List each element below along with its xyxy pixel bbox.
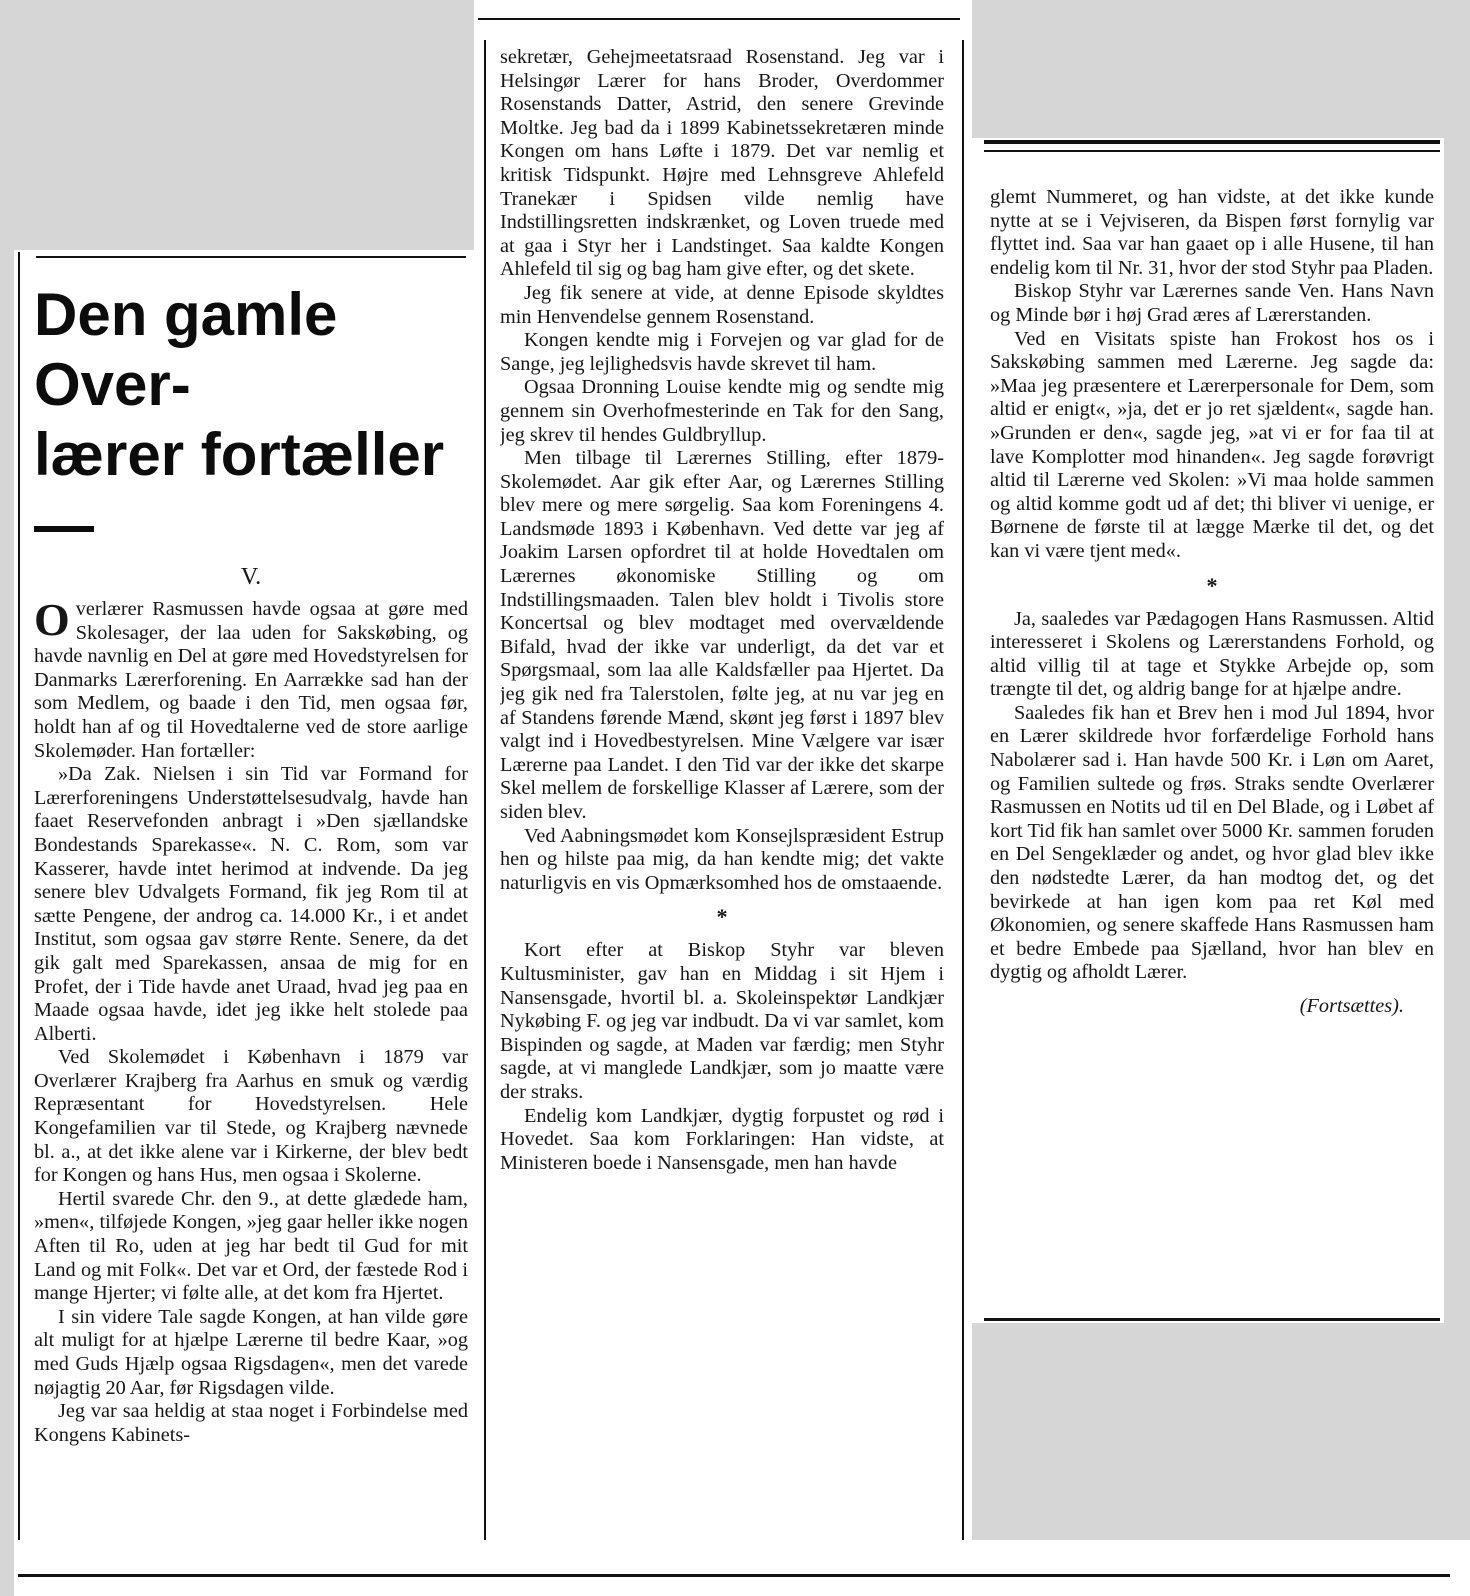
headline-line-1: Den gamle Over- <box>34 281 338 418</box>
paragraph: Jeg fik senere at vide, at denne Episode skyldtes min Henvendelse gennem Rosenstand. <box>500 281 944 328</box>
middle-column-right-rule <box>962 40 964 1540</box>
clipping-bottom-strip <box>14 1540 1470 1596</box>
paragraph: Ved en Visitats spiste han Frokost hos os i Sakskøbing sammen med Lærerne. Jeg sagde da: »Maa jeg præsentere et Lærerpersonale for Dem, som altid er enigt«, »ja, det er jo ret sjældent«, sagde han. »Grunden er den«, sagde jeg, »at vi er for faa til at lave Komplotter mod hinanden«. Jeg sagde forøvrigt altid til Lærerne ved Skolen: »Vi maa holde sammen og altid komme godt ud af det; thi bliver vi uenige, er Børnene de første til at lægge Mærke til det, og det kan vi være tjent med«. <box>990 327 1434 562</box>
middle-column-left-rule <box>484 40 486 1540</box>
paragraph: Ja, saaledes var Pædagogen Hans Rasmussen. Altid interesseret i Skolens og Lærerstandens Forhold, og altid villig til at tage et Stykke Arbejde op, som trængte til det, og aldrig bange for at hjælpe andre. <box>990 607 1434 701</box>
article-column-2 <box>500 46 944 1546</box>
paragraph: sekretær, Gehejmeetatsraad Rosenstand. Jeg var i Helsingør Lærer for hans Broder, Overdommer Rosenstands Datter, Astrid, den senere Grevinde Moltke. Jeg bad da i 1899 Kabinetssekretæren minde Kongen om hans Løfte i 1879. Det var nemlig et kritisk Tidspunkt. Højre med Lehnsgreve Ahlefeld Tranekær i Spidsen vilde nemlig have Indstillingsretten indskrænket, og Loven truede med at gaa i Styr her i Landstinget. Saa kaldte Kongen Ahlefeld til sig og bag ham give efter, og det skete. <box>500 46 944 281</box>
left-column-top-rule <box>36 256 466 258</box>
paragraph: Hertil svarede Chr. den 9., at dette glædede ham, »men«, tilføjede Kongen, »jeg gaar heller ikke nogen Aften til Ro, uden at jeg har bedt til Gud for mit Land og mit Folk«. Det var et Ord, der fæstede Rod i mange Hjerter; vi følte alle, at det kom fra Hjertet. <box>34 1187 468 1305</box>
part-numeral: V. <box>240 564 262 590</box>
right-column-top-rule-thin <box>984 150 1440 152</box>
article-column-1 <box>34 280 468 1542</box>
paragraph: Overlærer Rasmussen havde ogsaa at gøre med Skolesager, der laa uden for Sakskøbing, og havde navnlig en Del at gøre med Hovedstyrelsen for Danmarks Lærerforening. En Aarrække sad han der som Medlem, og baade i den Tid, men ogsaa før, holdt han af og til Hovedtalerne ved de store aarlige Skolemøder. Han fortæller: <box>34 594 468 762</box>
bottom-rule <box>18 1574 1450 1577</box>
paragraph: Endelig kom Landkjær, dygtig forpustet og rød i Hovedet. Saa kom Forklaringen: Han vidste, at Ministeren boede i Nansensgade, men han havde <box>500 1104 944 1174</box>
article-column-3 <box>990 186 1434 1316</box>
paragraph: Ogsaa Dronning Louise kendte mig og sendte mig gennem sin Overhofmesterinde en Tak for den Sang, jeg skrev til hendes Guldbryllup. <box>500 376 944 446</box>
section-separator: * <box>1206 572 1218 598</box>
paragraph: I sin videre Tale sagde Kongen, at han vilde gøre alt muligt for at hjælpe Lærerne til bedre Kaar, »og med Guds Hjælp ogsaa Rigsdagen«, men det varede nøjagtig 20 Aar, før Rigsdagen vilde. <box>34 1305 468 1399</box>
middle-column-top-rule <box>478 18 960 20</box>
paragraph: Saaledes fik han et Brev hen i mod Jul 1894, hvor en Lærer skildrede hvor forfærdelige Forhold hans Nabolærer sad i. Han havde 500 Kr. i Løn om Aaret, og Familien sultede og frøs. Straks sendte Overlærer Rasmussen en Notits ud til en Del Blade, og i Løbet af kort Tid fik han samlet over 5000 Kr. sammen foruden en Del Sengeklæder og andet, og hvor glad blev ikke den nødstedte Lærer, da han modtog det, og det bevirkede at han igen kom paa ret Køl med Økonomien, og senere skaffede Hans Rasmussen ham et bedre Embede paa Sjælland, hvor han blev en dygtig og afholdt Lærer. <box>990 701 1434 984</box>
right-column-bottom-rule <box>984 1318 1440 1321</box>
headline <box>34 280 468 560</box>
paragraph: Ved Skolemødet i København i 1879 var Overlærer Krajberg fra Aarhus en smuk og værdig Repræsentant for Hovedstyrelsen. Hele Kongefamilien var til Stede, og Krajberg nævnede bl. a., at det ikke alene var i Kirkerne, der blev bedt for Kongen og hans Hus, men ogsaa i Skolerne. <box>34 1046 468 1187</box>
paragraph: glemt Nummeret, og han vidste, at det ikke kunde nytte at se i Vejviseren, da Bispen først fornylig var flyttet ind. Saa var han gaaet op i alle Husene, til han endelig kom til Nr. 31, hvor der stod Styhr paa Pladen. <box>990 186 1434 279</box>
section-separator: * <box>716 904 728 930</box>
drop-cap: O <box>34 594 70 645</box>
left-column-side-rule <box>18 252 20 1540</box>
paragraph: Kongen kendte mig i Forvejen og var glad for de Sange, jeg lejlighedsvis havde skrevet til ham. <box>500 329 944 375</box>
paragraph: Ved Aabningsmødet kom Konsejlspræsident Estrup hen og hilste paa mig, da han kendte mig; det vakte naturligvis en vis Opmærksomhed hos de omstaaende. <box>500 824 944 894</box>
paragraph: Kort efter at Biskop Styhr var bleven Kultusminister, gav han en Middag i sit Hjem i Nansensgade, hvortil bl. a. Skoleinspektør Landkjær Nykøbing F. og jeg var indbudt. Da vi var samlet, kom Bispinden og sagde, at Maden var færdig; men Styhr sagde, at vi manglede Landkjær, som jo maatte være der straks. <box>500 939 944 1103</box>
paragraph: Jeg var saa heldig at staa noget i Forbindelse med Kongens Kabinets- <box>34 1400 468 1446</box>
right-column-top-rule-thick <box>984 140 1440 144</box>
headline-line-2: lærer fortæller — <box>34 421 445 558</box>
paragraph: »Da Zak. Nielsen i sin Tid var Formand for Lærerforeningens Understøttelsesudvalg, havde han faaet Reservefonden anbragt i »Den sjællandske Bondestands Sparekasse«. N. C. Rom, som var Kasserer, havde intet herimod at indvende. Da jeg senere blev Udvalgets Formand, fik jeg Rom til at sætte Pengene, der androg ca. 14.000 Kr., i et andet Institut, som ogsaa gav større Rente. Senere, da det gik galt med Sparekassen, ansaa de mig for en Profet, der i Tide havde anet Uraad, hvad jeg paa en Maade ogsaa havde, idet jeg ikke helt stolede paa Alberti. <box>34 763 468 1045</box>
paragraph: Biskop Styhr var Lærernes sande Ven. Hans Navn og Minde bør i høj Grad æres af Lærerstanden. <box>990 280 1434 326</box>
paragraph: Men tilbage til Lærernes Stilling, efter 1879-Skolemødet. Aar gik efter Aar, og Lærernes Stilling blev mere og mere sørgelig. Saa kom Foreningens 4. Landsmøde 1893 i København. Ved dette var jeg af Joakim Larsen opfordret til at holde Hovedtalen om Lærernes økonomiske Stilling og om Indstillingsmaaden. Talen blev holdt i Tivolis store Koncertsal og blev modtaget med overvældende Bifald, hvad der ikke var underligt, da det var et Spørgsmaal, som laa alle Kaldsfæller paa Hjertet. Da jeg gik ned fra Talerstolen, følte jeg, at nu var jeg en af Standens førende Mænd, skønt jeg først i 1897 blev valgt ind i Hovedbestyrelsen. Mine Vælgere var især Lærerne paa Landet. I den Tid var der ikke det skarpe Skel mellem de forskellige Klasser af Lærere, som der siden blev. <box>500 447 944 823</box>
continuation-note: (Fortsættes). <box>1299 995 1404 1017</box>
